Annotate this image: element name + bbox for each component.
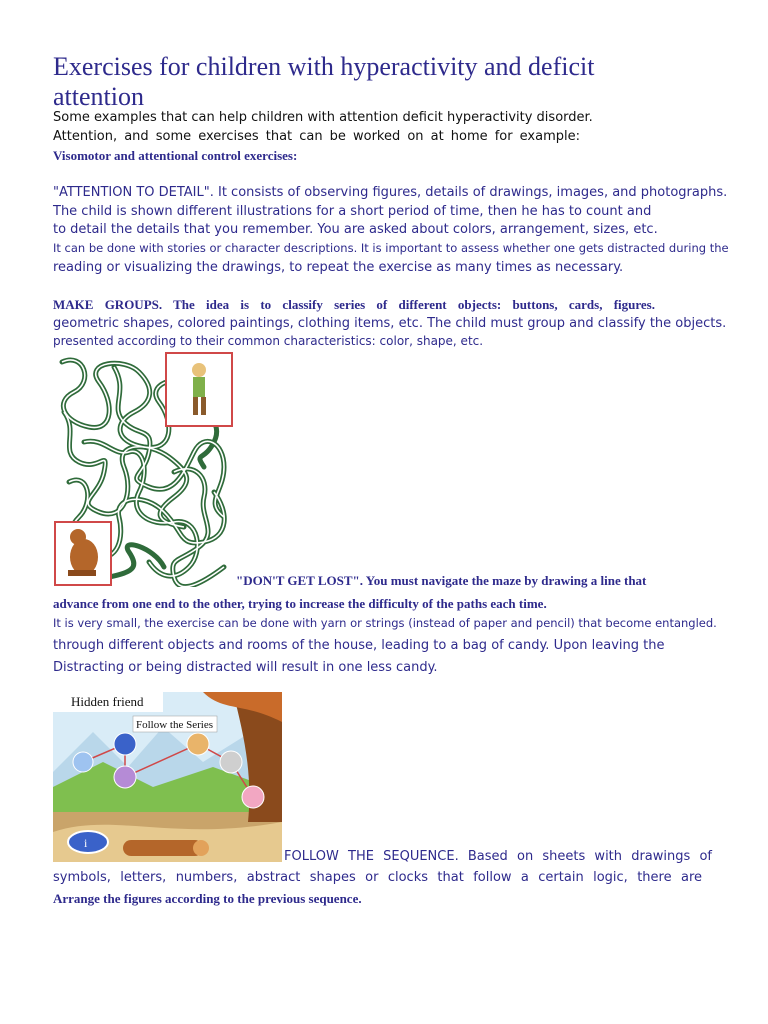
follow-series-label: Follow the Series [136,719,213,731]
follow-sequence-line-1: FOLLOW THE SEQUENCE. Based on sheets with drawings of [284,849,712,864]
dont-get-lost-line-2: advance from one end to the other, trying to increase the difficulty of the paths each time. [53,596,547,611]
page-title-line-1: Exercises for children with hyperactivity and deficit [53,52,595,81]
attention-detail-line-3: to detail the details that you remember. You are asked about colors, arrangement, sizes, etc. [53,222,658,237]
dont-get-lost-line-5: Distracting or being distracted will result in one less candy. [53,660,438,675]
page-title-line-2: attention [53,82,144,111]
dont-get-lost-line-4: through different objects and rooms of the house, leading to a bag of candy. Upon leaving the [53,638,665,653]
intro-line-1: Some examples that can help children with attention deficit hyperactivity disorder. [53,110,593,125]
attention-detail-line-4: It can be done with stories or character descriptions. It is important to assess whether one gets distracted during the [53,241,729,255]
follow-sequence-line-3: Arrange the figures according to the previous sequence. [53,891,362,906]
maze-illustration [54,352,234,587]
dont-get-lost-line-1: "DON'T GET LOST". You must navigate the maze by drawing a line that [236,573,647,588]
make-groups-line-2: geometric shapes, colored paintings, clothing items, etc. The child must group and classify the objects. [53,316,727,331]
follow-series-illustration [53,692,282,862]
intro-line-2: Attention, and some exercises that can be worked on at home for example: [53,129,580,144]
attention-detail-line-2: The child is shown different illustrations for a short period of time, then he has to count and [53,204,652,219]
section-heading-visomotor: Visomotor and attentional control exercises: [53,148,298,163]
hidden-friend-label: Hidden friend [71,694,144,709]
dont-get-lost-line-3: It is very small, the exercise can be done with yarn or strings (instead of paper and pencil) that become entangled. [53,616,717,630]
info-badge: i [84,836,88,850]
attention-detail-line-5: reading or visualizing the drawings, to repeat the exercise as many times as necessary. [53,260,624,275]
follow-sequence-line-2: symbols, letters, numbers, abstract shapes or clocks that follow a certain logic, there are [53,870,702,885]
make-groups-line-1: MAKE GROUPS. The idea is to classify series of different objects: buttons, cards, figures. [53,297,655,312]
make-groups-line-3: presented according to their common characteristics: color, shape, etc. [53,334,484,348]
attention-detail-line-1: "ATTENTION TO DETAIL". It consists of observing figures, details of drawings, images, and photographs. [53,185,728,200]
